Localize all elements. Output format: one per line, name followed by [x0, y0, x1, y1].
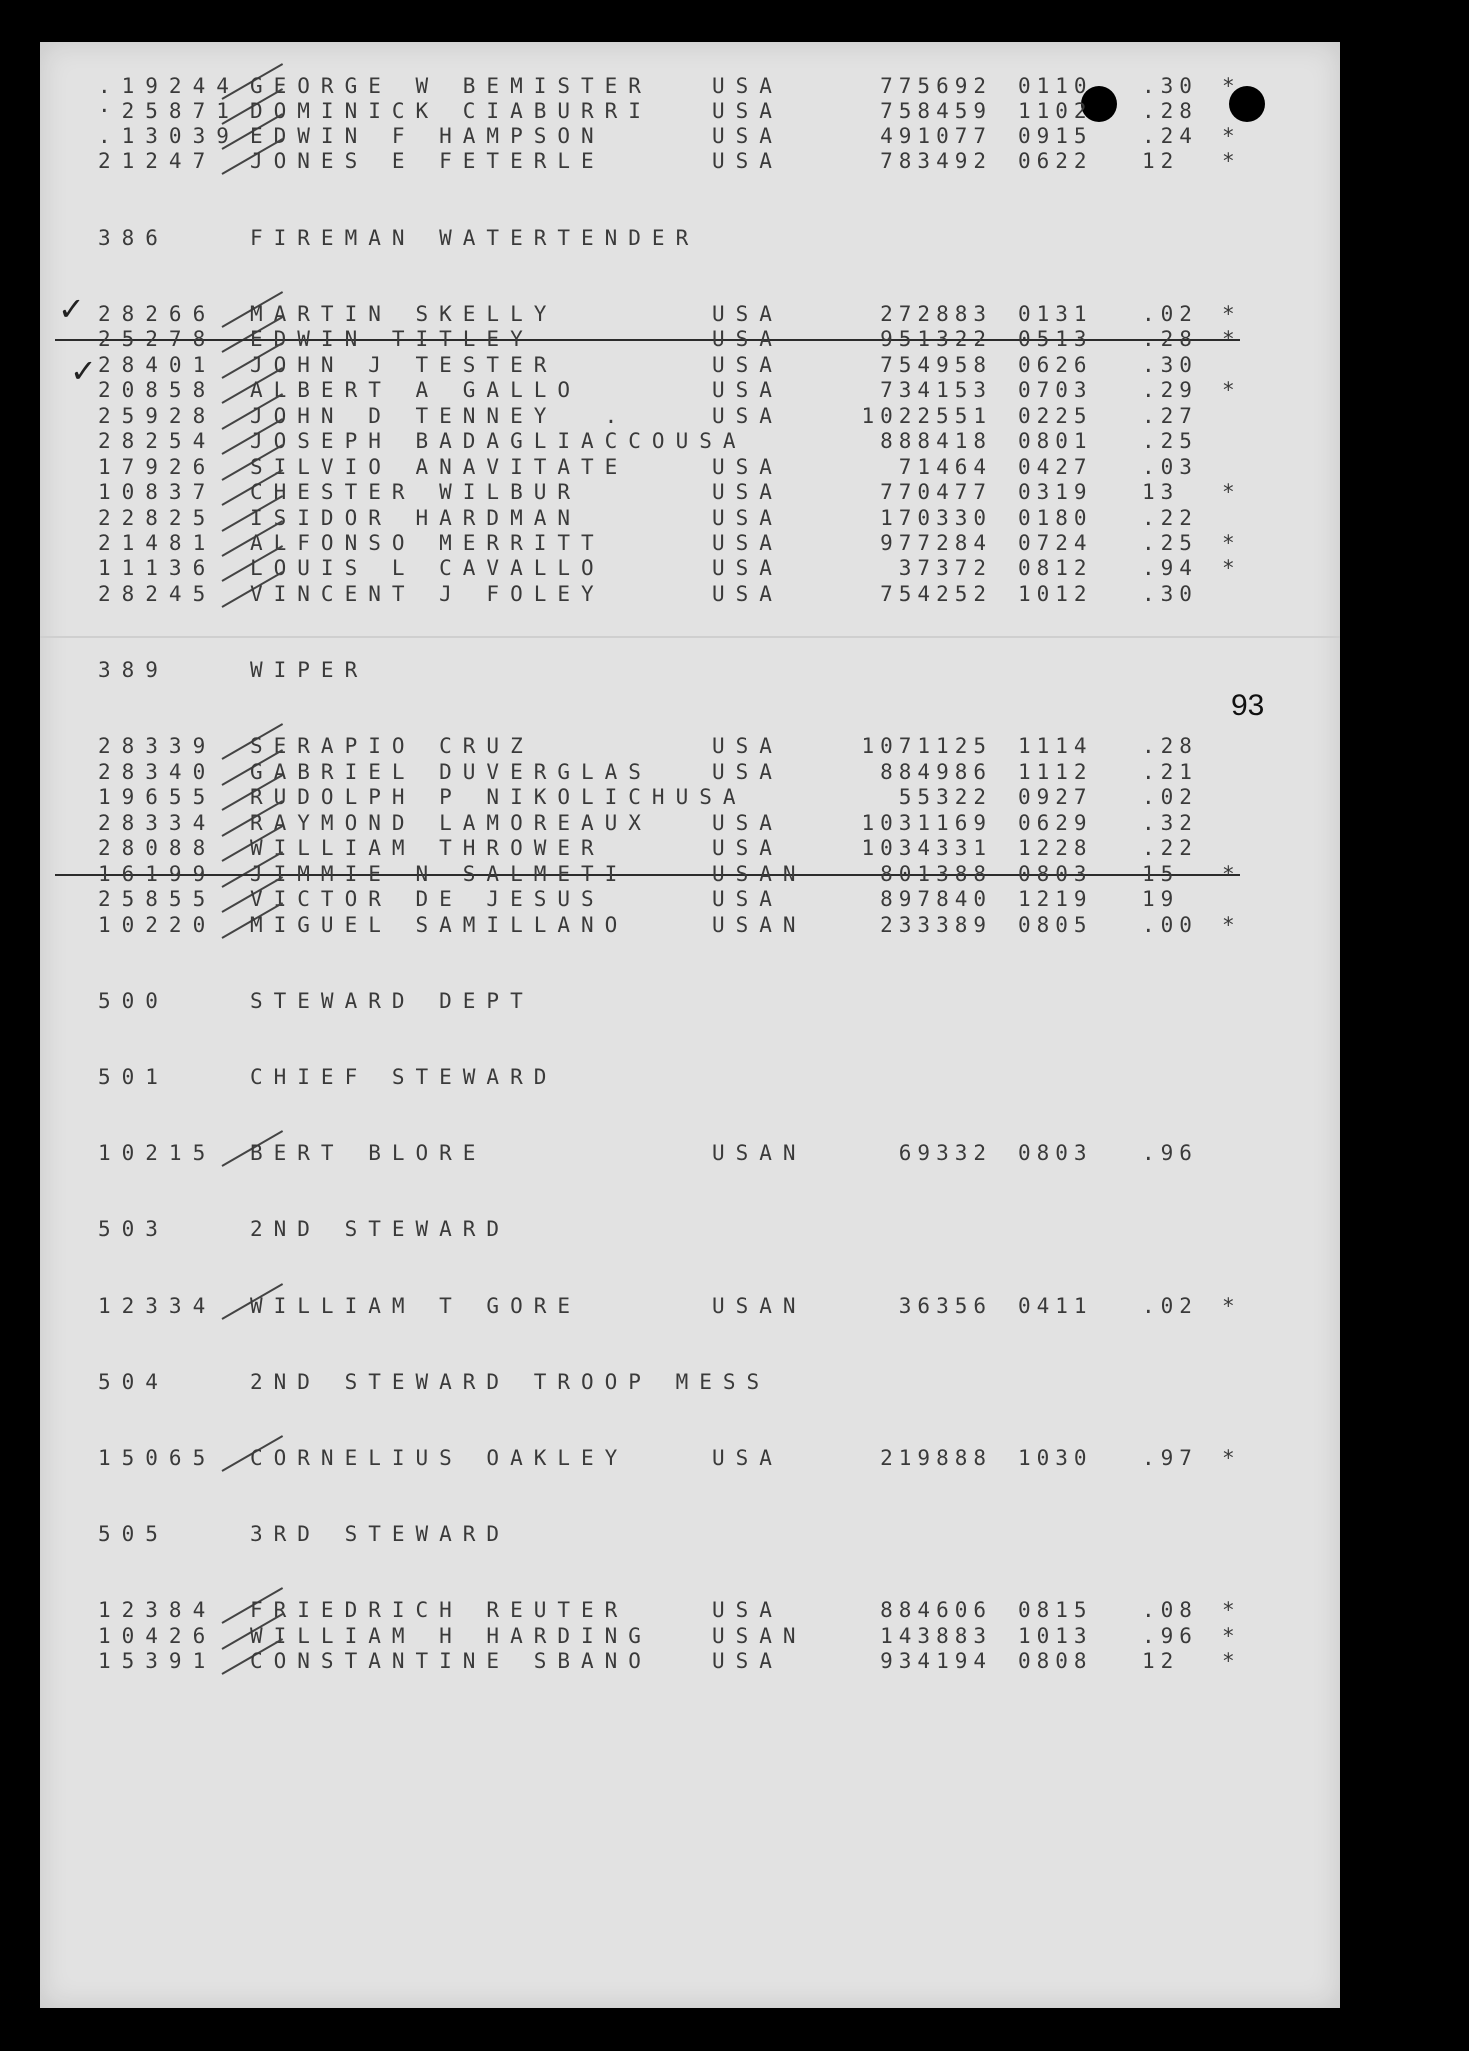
entry-name: JOHN J TESTER: [250, 353, 558, 377]
entry-rate: .32: [1142, 811, 1198, 835]
section-title: STEWARD DEPT: [250, 989, 534, 1013]
entry-name: WILLIAM THROWER: [250, 836, 605, 860]
entry-number: 55322: [898, 785, 992, 809]
entry-citizenship: USA: [712, 1598, 783, 1622]
entry-rate: .22: [1142, 506, 1198, 530]
entry-citizenship: USA: [712, 836, 783, 860]
entry-number: 801388: [880, 862, 992, 886]
check-mark: ✓: [70, 352, 97, 390]
section-code: 386: [98, 226, 169, 250]
entry-name: ISIDOR HARDMAN: [250, 506, 582, 530]
entry-citizenship: USA: [712, 582, 783, 606]
entry-code: 0411: [1018, 1294, 1093, 1318]
crew-entry-row: [0, 149, 1469, 173]
crew-entry-row: [0, 785, 1469, 809]
entry-code: 1012: [1018, 582, 1093, 606]
entry-number: 884606: [880, 1598, 992, 1622]
entry-citizenship: USA: [712, 378, 783, 402]
entry-flag: *: [1222, 378, 1235, 402]
entry-code: 0915: [1018, 124, 1093, 148]
entry-id: 25928: [98, 404, 217, 428]
entry-citizenship: USA: [712, 404, 783, 428]
entry-number: 754252: [880, 582, 992, 606]
entry-citizenship: USA: [712, 353, 783, 377]
section-code: 505: [98, 1522, 169, 1546]
entry-id: 25855: [98, 887, 217, 911]
entry-id: 21247: [98, 149, 217, 173]
entry-id: 10215: [98, 1141, 217, 1165]
entry-id: 25278: [98, 327, 217, 351]
entry-flag: *: [1222, 913, 1235, 937]
entry-number: 272883: [880, 302, 992, 326]
entry-citizenship: USA: [712, 506, 783, 530]
entry-id: 15391: [98, 1649, 217, 1673]
entry-code: 1102: [1018, 99, 1093, 123]
entry-name: JOSEPH BADAGLIACCOUSA: [250, 429, 747, 453]
entry-code: 0812: [1018, 556, 1093, 580]
entry-id: ·25871: [98, 99, 240, 123]
entry-number: 71464: [898, 455, 992, 479]
entry-code: 0801: [1018, 429, 1093, 453]
entry-flag: *: [1222, 1624, 1235, 1648]
entry-code: 0724: [1018, 531, 1093, 555]
entry-citizenship: USAN: [712, 1141, 807, 1165]
entry-rate: .28: [1142, 99, 1198, 123]
entry-name: EDWIN F HAMPSON: [250, 124, 605, 148]
entry-flag: *: [1222, 327, 1235, 351]
entry-flag: *: [1222, 149, 1235, 173]
section-code: 501: [98, 1065, 169, 1089]
entry-number: 69332: [898, 1141, 992, 1165]
entry-rate: .28: [1142, 734, 1198, 758]
section-header: [0, 1522, 1469, 1546]
entry-number: 888418: [880, 429, 992, 453]
entry-id: .13039: [98, 124, 240, 148]
entry-rate: .27: [1142, 404, 1198, 428]
entry-number: 977284: [880, 531, 992, 555]
entry-code: 0805: [1018, 913, 1093, 937]
entry-flag: *: [1222, 74, 1235, 98]
entry-rate: .25: [1142, 429, 1198, 453]
entry-id: 28254: [98, 429, 217, 453]
section-header: [0, 1370, 1469, 1394]
section-title: 2ND STEWARD TROOP MESS: [250, 1370, 771, 1394]
entry-citizenship: USA: [712, 531, 783, 555]
entry-citizenship: USA: [712, 124, 783, 148]
entry-id: 12384: [98, 1598, 217, 1622]
entry-flag: *: [1222, 1294, 1235, 1318]
entry-rate: .21: [1142, 760, 1198, 784]
entry-id: 16199: [98, 862, 217, 886]
entry-rate: 19: [1142, 887, 1180, 911]
entry-name: LOUIS L CAVALLO: [250, 556, 605, 580]
entry-code: 1112: [1018, 760, 1093, 784]
entry-flag: *: [1222, 1446, 1235, 1470]
entry-rate: 12: [1142, 149, 1180, 173]
section-title: 2ND STEWARD: [250, 1217, 511, 1241]
entry-citizenship: USA: [712, 887, 783, 911]
entry-code: 0110: [1018, 74, 1093, 98]
entry-code: 1030: [1018, 1446, 1093, 1470]
entry-rate: .29: [1142, 378, 1198, 402]
entry-citizenship: USAN: [712, 1294, 807, 1318]
section-code: 389: [98, 658, 169, 682]
entry-number: 36356: [898, 1294, 992, 1318]
check-mark: ✓: [58, 290, 85, 328]
entry-rate: 13: [1142, 480, 1180, 504]
entry-rate: .03: [1142, 455, 1198, 479]
crew-entry-row: [0, 378, 1469, 402]
entry-code: 0815: [1018, 1598, 1093, 1622]
entry-citizenship: USA: [712, 74, 783, 98]
entry-code: 0622: [1018, 149, 1093, 173]
entry-citizenship: USAN: [712, 913, 807, 937]
entry-citizenship: USA: [712, 149, 783, 173]
entry-number: 770477: [880, 480, 992, 504]
section-code: 504: [98, 1370, 169, 1394]
entry-number: 775692: [880, 74, 992, 98]
crew-entry-row: [0, 480, 1469, 504]
entry-name: ALBERT A GALLO: [250, 378, 582, 402]
entry-name: FRIEDRICH REUTER: [250, 1598, 629, 1622]
entry-rate: .30: [1142, 582, 1198, 606]
entry-citizenship: USA: [712, 811, 783, 835]
entry-id: 28334: [98, 811, 217, 835]
entry-code: 0629: [1018, 811, 1093, 835]
entry-id: 21481: [98, 531, 217, 555]
entry-id: 20858: [98, 378, 217, 402]
entry-code: 0225: [1018, 404, 1093, 428]
crew-entry-row: [0, 99, 1469, 123]
entry-citizenship: USA: [712, 302, 783, 326]
entry-name: JIMMIE N SALMETI: [250, 862, 629, 886]
crew-entry-row: [0, 124, 1469, 148]
crew-entry-row: [0, 429, 1469, 453]
entry-citizenship: USAN: [712, 862, 807, 886]
entry-number: 143883: [880, 1624, 992, 1648]
entry-number: 754958: [880, 353, 992, 377]
entry-name: GEORGE W BEMISTER: [250, 74, 652, 98]
entry-number: 170330: [880, 506, 992, 530]
entry-number: 233389: [880, 913, 992, 937]
entry-id: 10837: [98, 480, 217, 504]
entry-flag: *: [1222, 556, 1235, 580]
crew-entry-row: [0, 582, 1469, 606]
entry-name: VICTOR DE JESUS: [250, 887, 605, 911]
entry-flag: *: [1222, 531, 1235, 555]
crew-entry-row: [0, 74, 1469, 98]
entry-rate: .30: [1142, 74, 1198, 98]
crew-entry-row: [0, 760, 1469, 784]
entry-number: 219888: [880, 1446, 992, 1470]
entry-number: 897840: [880, 887, 992, 911]
entry-code: 0626: [1018, 353, 1093, 377]
entry-name: DOMINICK CIABURRI: [250, 99, 652, 123]
entry-name: MARTIN SKELLY: [250, 302, 558, 326]
entry-code: 0180: [1018, 506, 1093, 530]
entry-number: 758459: [880, 99, 992, 123]
entry-flag: *: [1222, 1649, 1235, 1673]
entry-id: 28401: [98, 353, 217, 377]
section-code: 500: [98, 989, 169, 1013]
crew-entry-row: [0, 734, 1469, 758]
section-header: [0, 989, 1469, 1013]
entry-name: VINCENT J FOLEY: [250, 582, 605, 606]
entry-name: SERAPIO CRUZ: [250, 734, 534, 758]
entry-id: 28088: [98, 836, 217, 860]
entry-number: 951322: [880, 327, 992, 351]
crew-entry-row: [0, 556, 1469, 580]
entry-id: 10220: [98, 913, 217, 937]
entry-name: CHESTER WILBUR: [250, 480, 582, 504]
entry-id: 10426: [98, 1624, 217, 1648]
crew-entry-row: [0, 404, 1469, 428]
entry-number: 1022551: [861, 404, 992, 428]
entry-id: 17926: [98, 455, 217, 479]
entry-rate: .24: [1142, 124, 1198, 148]
entry-citizenship: USA: [712, 99, 783, 123]
entry-id: 28339: [98, 734, 217, 758]
crew-entry-row: [0, 327, 1469, 351]
crew-entry-row: [0, 1598, 1469, 1622]
entry-code: 1219: [1018, 887, 1093, 911]
section-code: 503: [98, 1217, 169, 1241]
entry-rate: .96: [1142, 1624, 1198, 1648]
entry-name: CONSTANTINE SBANO: [250, 1649, 652, 1673]
crew-entry-row: [0, 1141, 1469, 1165]
crew-entry-row: [0, 353, 1469, 377]
entry-code: 0808: [1018, 1649, 1093, 1673]
entry-id: 15065: [98, 1446, 217, 1470]
entry-number: 1034331: [861, 836, 992, 860]
entry-id: 28266: [98, 302, 217, 326]
entry-name: RUDOLPH P NIKOLICHUSA: [250, 785, 747, 809]
entry-code: 0803: [1018, 1141, 1093, 1165]
crew-entry-row: [0, 1446, 1469, 1470]
entry-code: 0427: [1018, 455, 1093, 479]
entry-id: 11136: [98, 556, 217, 580]
entry-name: GABRIEL DUVERGLAS: [250, 760, 652, 784]
entry-number: 783492: [880, 149, 992, 173]
crew-entry-row: [0, 302, 1469, 326]
entry-name: ALFONSO MERRITT: [250, 531, 605, 555]
entry-name: SILVIO ANAVITATE: [250, 455, 629, 479]
entry-rate: .02: [1142, 785, 1198, 809]
entry-rate: .00: [1142, 913, 1198, 937]
crew-entry-row: [0, 862, 1469, 886]
entry-name: MIGUEL SAMILLANO: [250, 913, 629, 937]
entry-name: JONES E FETERLE: [250, 149, 605, 173]
entry-number: 1031169: [861, 811, 992, 835]
entry-code: 0131: [1018, 302, 1093, 326]
section-header: [0, 1217, 1469, 1241]
crew-entry-row: [0, 913, 1469, 937]
entry-code: 0703: [1018, 378, 1093, 402]
page-number: 93: [1231, 689, 1265, 722]
entry-citizenship: USAN: [712, 1624, 807, 1648]
entry-id: 19655: [98, 785, 217, 809]
entry-number: 884986: [880, 760, 992, 784]
entry-number: 491077: [880, 124, 992, 148]
entry-code: 1228: [1018, 836, 1093, 860]
entry-rate: .02: [1142, 1294, 1198, 1318]
entry-code: 1013: [1018, 1624, 1093, 1648]
crew-entry-row: [0, 1649, 1469, 1673]
entry-rate: .28: [1142, 327, 1198, 351]
entry-code: 0513: [1018, 327, 1093, 351]
entry-flag: *: [1222, 480, 1235, 504]
entry-id: 28340: [98, 760, 217, 784]
crew-entry-row: [0, 506, 1469, 530]
crew-entry-row: [0, 531, 1469, 555]
section-title: FIREMAN WATERTENDER: [250, 226, 700, 250]
entry-citizenship: USA: [712, 760, 783, 784]
section-header: [0, 226, 1469, 250]
entry-rate: .94: [1142, 556, 1198, 580]
entry-number: 37372: [898, 556, 992, 580]
entry-id: 12334: [98, 1294, 217, 1318]
entry-code: 1114: [1018, 734, 1093, 758]
crew-entry-row: [0, 1624, 1469, 1648]
entry-rate: .08: [1142, 1598, 1198, 1622]
entry-rate: .22: [1142, 836, 1198, 860]
entry-rate: .96: [1142, 1141, 1198, 1165]
entry-rate: .30: [1142, 353, 1198, 377]
entry-name: WILLIAM T GORE: [250, 1294, 582, 1318]
entry-id: 22825: [98, 506, 217, 530]
crew-entry-row: [0, 811, 1469, 835]
entry-flag: *: [1222, 862, 1235, 886]
entry-rate: 15: [1142, 862, 1180, 886]
entry-rate: 12: [1142, 1649, 1180, 1673]
section-title: CHIEF STEWARD: [250, 1065, 558, 1089]
section-header: [0, 1065, 1469, 1089]
crew-entry-row: [0, 455, 1469, 479]
entry-citizenship: USA: [712, 556, 783, 580]
section-title: WIPER: [250, 658, 369, 682]
entry-name: BERT BLORE: [250, 1141, 487, 1165]
entry-citizenship: USA: [712, 327, 783, 351]
entry-citizenship: USA: [712, 480, 783, 504]
entry-name: WILLIAM H HARDING: [250, 1624, 652, 1648]
entry-rate: .25: [1142, 531, 1198, 555]
entry-id: .19244: [98, 74, 240, 98]
entry-citizenship: USA: [712, 455, 783, 479]
entry-rate: .97: [1142, 1446, 1198, 1470]
entry-code: 0803: [1018, 862, 1093, 886]
entry-number: 934194: [880, 1649, 992, 1673]
entry-name: EDWIN TITLEY: [250, 327, 534, 351]
entry-code: 0927: [1018, 785, 1093, 809]
crew-entry-row: [0, 1294, 1469, 1318]
entry-code: 0319: [1018, 480, 1093, 504]
crew-entry-row: [0, 836, 1469, 860]
section-title: 3RD STEWARD: [250, 1522, 511, 1546]
entry-number: 734153: [880, 378, 992, 402]
entry-citizenship: USA: [712, 1446, 783, 1470]
entry-rate: .02: [1142, 302, 1198, 326]
entry-name: RAYMOND LAMOREAUX: [250, 811, 652, 835]
entry-flag: *: [1222, 124, 1235, 148]
entry-citizenship: USA: [712, 1649, 783, 1673]
crew-entry-row: [0, 887, 1469, 911]
entry-id: 28245: [98, 582, 217, 606]
entry-flag: *: [1222, 1598, 1235, 1622]
section-header: [0, 658, 1469, 682]
entry-flag: *: [1222, 302, 1235, 326]
entry-citizenship: USA: [712, 734, 783, 758]
entry-name: CORNELIUS OAKLEY: [250, 1446, 629, 1470]
entry-number: 1071125: [861, 734, 992, 758]
entry-name: JOHN D TENNEY .: [250, 404, 629, 428]
